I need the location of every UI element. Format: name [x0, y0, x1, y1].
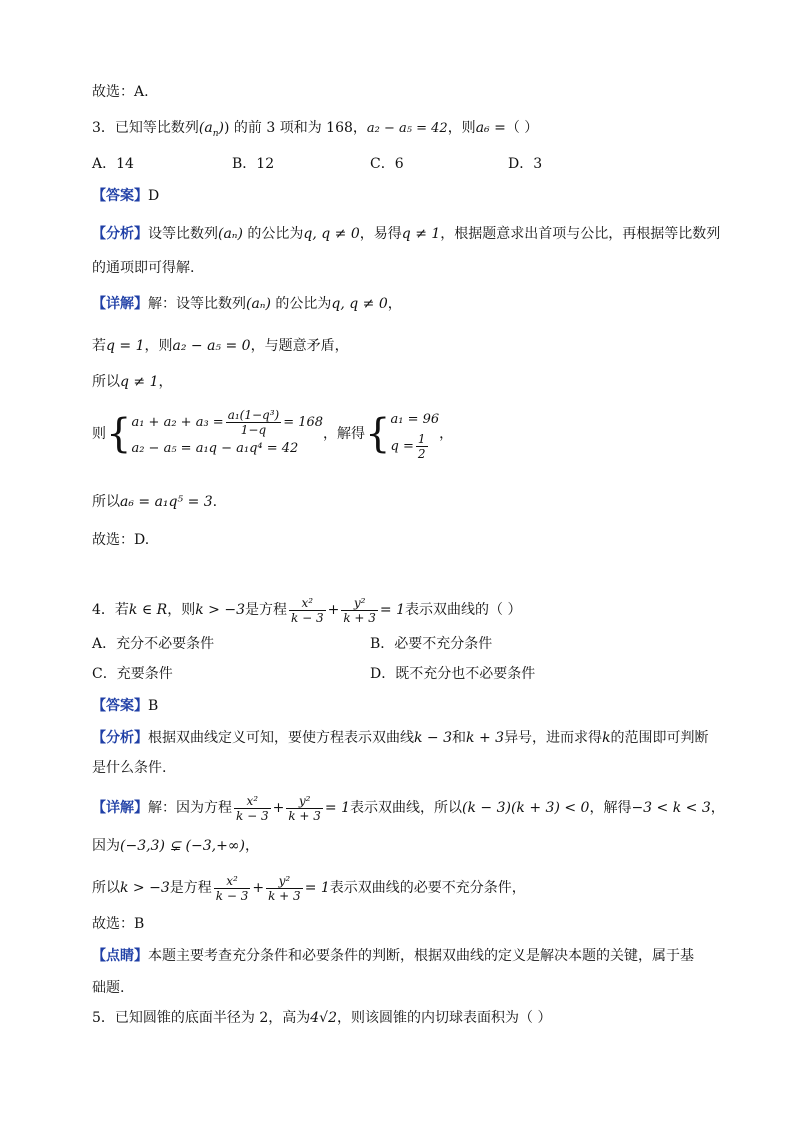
fraction: $\frac{\text{x²}}{k - 3}$ [236, 793, 269, 823]
detail-text: ， [439, 426, 454, 442]
detail-math: k > −3 [120, 880, 170, 896]
detail-text: 因为 [92, 838, 120, 854]
q5-stem [92, 1008, 551, 1028]
comment-text: 本题主要考查充分条件和必要条件的判断，根据双曲线的定义是解决本题的关键，属于基 [148, 948, 694, 964]
left-brace-icon: { [106, 411, 132, 457]
detail-tag: 【详解】 [92, 296, 148, 312]
q4-detail-line3 [92, 870, 526, 906]
q3-option-b: B．12 [232, 156, 275, 172]
fraction: $\frac{\text{a₁(1−q³)}}{1-q}$ [227, 407, 280, 437]
analysis-text: ，易得 [359, 226, 402, 242]
analysis-math: (aₙ) [218, 226, 243, 242]
detail-text: 所以 [92, 374, 120, 390]
detail-math: q, q ≠ 0 [331, 296, 388, 312]
detail-text: ，与题意矛盾， [250, 338, 349, 354]
left-brace-icon: { [365, 411, 391, 457]
analysis-math: k [602, 730, 611, 746]
detail-math: (aₙ) [246, 296, 271, 312]
analysis-math: q ≠ 1 [401, 226, 441, 242]
q4-answer [92, 696, 158, 716]
q3-seq: $(a_n)$ [198, 120, 224, 139]
system-1-eq2: a₂ − a₅ = a₁q − a₁q⁴ = 42 [131, 440, 299, 456]
q3-stem-text: 3．已知等比数列 [92, 120, 199, 136]
detail-math: q ≠ 1 [120, 374, 159, 390]
q4-math: = 1 [379, 602, 405, 618]
fraction: $\frac{\text{y²}}{k + 3}$ [268, 873, 301, 903]
answer-value: B [148, 698, 159, 714]
detail-math: (−3,3) ⊊ (−3,+∞) [120, 838, 245, 854]
detail-math: (k − 3)(k + 3) < 0 [462, 800, 590, 816]
q4-stem-text: 4．若 [92, 602, 129, 618]
detail-math: = 1 [304, 880, 330, 896]
q4-option-a: A．充分不必要条件 [92, 636, 215, 652]
q3-analysis-line2: 的通项即可得解. [92, 260, 195, 276]
detail-text: 表示双曲线，所以 [350, 800, 463, 816]
detail-text: 则 [92, 426, 106, 442]
q3-stem [92, 118, 538, 144]
q3-answer [92, 186, 159, 206]
detail-text: 是方程 [169, 880, 212, 896]
fraction: $\frac{1}{2}$ [417, 431, 426, 461]
q3-blank: （ ） [505, 120, 539, 136]
q4-conclusion: 故选：B [92, 916, 145, 932]
analysis-text: ，根据题意求出首项与公比，再根据等比数列 [440, 226, 721, 242]
analysis-text: 和 [452, 730, 467, 746]
answer-value: D [148, 188, 160, 204]
detail-text: ，则 [144, 338, 173, 354]
plus-sign: + [252, 880, 265, 896]
analysis-tag: 【分析】 [92, 226, 148, 242]
analysis-text: 异号，进而求得 [504, 730, 603, 746]
q3-analysis-line1 [92, 224, 720, 244]
fraction: $\frac{\text{y²}}{k + 3}$ [288, 793, 321, 823]
detail-text: ，解得 [589, 800, 632, 816]
q4-stem-text: ，则 [167, 602, 196, 618]
analysis-math: k + 3 [466, 730, 505, 746]
detail-math: q = 1 [106, 338, 145, 354]
q5-stem-text: ，则该圆锥的内切球表面积为（ ） [337, 1010, 552, 1026]
q3-equation-system-line [92, 404, 453, 468]
analysis-tag: 【分析】 [92, 730, 148, 746]
q3-target: a₆ = [475, 120, 506, 136]
q3-stem-text2: ) 的前 3 项和为 168， [224, 120, 367, 136]
analysis-text: 的范围即可判断 [610, 730, 709, 746]
q4-analysis-line1 [92, 728, 709, 748]
q4-math: k ∈ R [128, 602, 168, 618]
answer-tag: 【答案】 [92, 188, 148, 204]
detail-text: 解：因为方程 [148, 800, 232, 816]
detail-text: ， [244, 838, 259, 854]
detail-text: ， [387, 296, 402, 312]
q3-system-2 [391, 408, 440, 461]
detail-math: = 1 [324, 800, 351, 816]
q4-option-c: C．充要条件 [92, 666, 173, 682]
detail-tag: 【详解】 [92, 800, 148, 816]
q3-detail-line5 [92, 492, 217, 512]
q5-stem-text: 5．已知圆锥的底面半径为 2，高为 [92, 1010, 311, 1026]
detail-text: 表示双曲线的必要不充分条件， [329, 880, 526, 896]
q4-stem-text: 是方程 [244, 602, 287, 618]
analysis-math: k − 3 [414, 730, 453, 746]
detail-text: 所以 [92, 494, 120, 510]
q4-math: k > −3 [195, 602, 245, 618]
detail-text: ， [158, 374, 173, 390]
q4-option-d: D．既不充分也不必要条件 [370, 666, 536, 682]
detail-text: 的公比为 [270, 296, 332, 312]
detail-text: 若 [92, 338, 106, 354]
q3-detail-line1 [92, 294, 402, 314]
q4-option-b: B．必要不充分条件 [370, 636, 493, 652]
system-1-eq1: a₁ + a₂ + a₃ = $\frac{\text{a₁(1−q³)}}{1-q}$ = 168 [131, 407, 324, 437]
detail-text: 所以 [92, 880, 120, 896]
detail-math: −3 < k < 3 [631, 800, 711, 816]
detail-text: 解：设等比数列 [148, 296, 246, 312]
q4-stem-text: 表示双曲线的（ ） [405, 602, 522, 618]
plus-sign: + [272, 800, 285, 816]
q4-comment-line2: 础题. [92, 980, 125, 996]
q4-comment-line1 [92, 946, 694, 966]
fraction: $\frac{\text{x²}}{k - 3}$ [215, 873, 249, 903]
detail-text: ，解得 [323, 426, 366, 442]
system-2-eq2: q = $\frac{1}{2}$ [390, 431, 426, 461]
q3-detail-line3 [92, 372, 173, 392]
detail-text: ， [710, 800, 725, 816]
answer-tag: 【答案】 [92, 698, 148, 714]
q4-detail-line1 [92, 790, 725, 826]
detail-math: a₆ = a₁q⁵ = 3 [120, 494, 213, 510]
q4-detail-line2 [92, 836, 259, 856]
q3-option-d: D．3 [508, 156, 543, 172]
analysis-math: q, q ≠ 0 [303, 226, 360, 242]
q3-stem-text3: ，则 [447, 120, 476, 136]
q5-math: 4√2 [310, 1010, 338, 1026]
q3-conclusion: 故选：D. [92, 532, 150, 548]
q2-conclusion: 故选：A. [92, 84, 149, 100]
q3-condition: a₂ − a₅ = 42 [366, 121, 448, 136]
analysis-text: 设等比数列 [148, 226, 218, 242]
q3-option-c: C．6 [370, 156, 404, 172]
fraction: $\frac{\text{y²}}{k + 3}$ [343, 595, 376, 625]
plus-sign: + [327, 602, 340, 618]
detail-math: a₂ − a₅ = 0 [172, 338, 251, 354]
fraction: $\frac{\text{x²}}{k - 3}$ [290, 595, 324, 625]
comment-tag: 【点睛】 [92, 948, 148, 964]
q3-option-a: A．14 [92, 156, 134, 172]
analysis-text: 根据双曲线定义可知，要使方程表示双曲线 [148, 730, 414, 746]
q3-system-1 [131, 408, 323, 461]
q4-stem [92, 592, 521, 628]
analysis-text: 的公比为 [242, 226, 304, 242]
system-2-eq1: a₁ = 96 [390, 411, 440, 427]
detail-text: . [212, 494, 218, 510]
q4-analysis-line2: 是什么条件. [92, 760, 167, 776]
q3-detail-line2 [92, 336, 349, 356]
